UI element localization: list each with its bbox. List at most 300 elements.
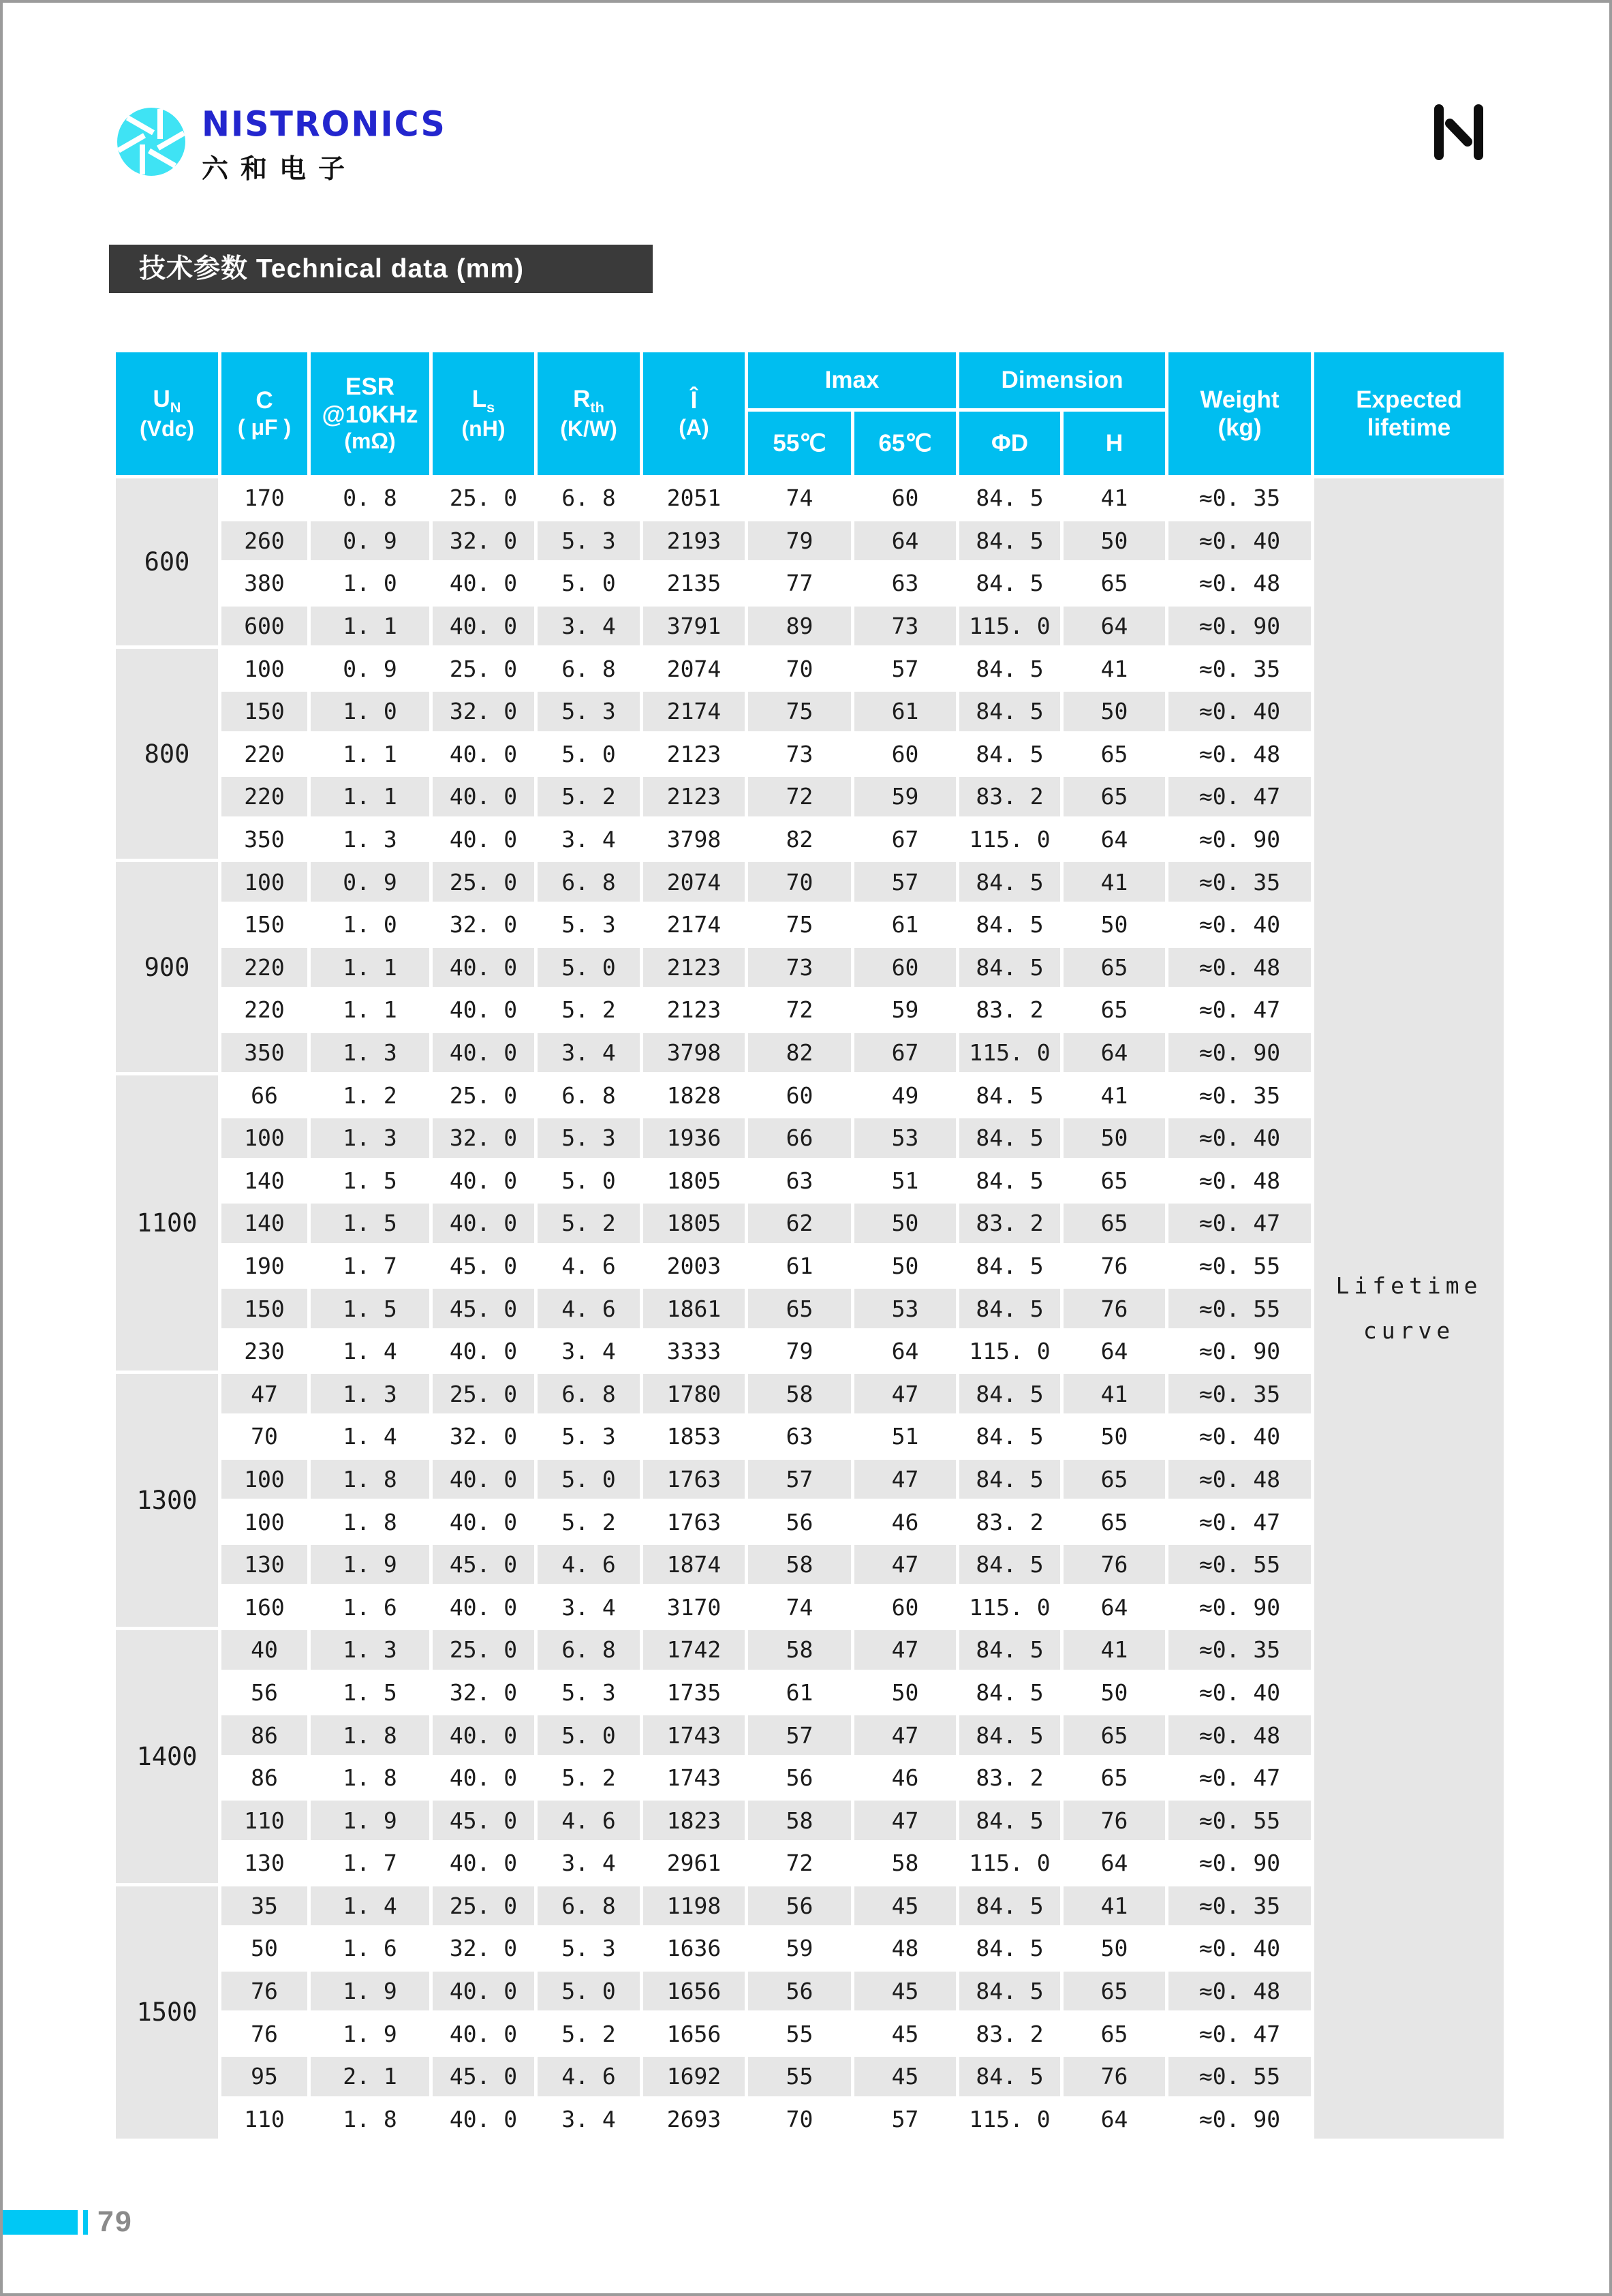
table-cell: 5. 2 bbox=[536, 1202, 642, 1245]
table-cell: 65 bbox=[1062, 989, 1167, 1032]
table-cell: 47 bbox=[853, 1373, 958, 1415]
table-cell: 45 bbox=[853, 2055, 958, 2098]
table-cell: 84. 5 bbox=[958, 1074, 1062, 1117]
table-cell: 4. 6 bbox=[536, 2055, 642, 2098]
brand-text-block bbox=[202, 106, 446, 186]
table-cell: 115. 0 bbox=[958, 818, 1062, 861]
table-cell: 89 bbox=[747, 604, 853, 647]
table-cell: ≈0. 40 bbox=[1167, 1116, 1313, 1159]
table-cell: 3. 4 bbox=[536, 1031, 642, 1074]
table-cell: 1198 bbox=[642, 1884, 747, 1927]
table-cell: 0. 9 bbox=[309, 861, 431, 904]
table-cell: 600 bbox=[220, 604, 309, 647]
table-cell: 1936 bbox=[642, 1116, 747, 1159]
table-cell: 1874 bbox=[642, 1543, 747, 1586]
table-cell: 59 bbox=[853, 776, 958, 818]
table-cell: ≈0. 55 bbox=[1167, 1244, 1313, 1287]
table-cell: 40. 0 bbox=[431, 776, 536, 818]
table-cell: 65 bbox=[1062, 1756, 1167, 1799]
table-cell: 73 bbox=[747, 946, 853, 989]
table-cell: 76 bbox=[220, 1970, 309, 2012]
table-cell: 40. 0 bbox=[431, 818, 536, 861]
col-header-rth: $R_{th}$ (K/W) bbox=[536, 351, 642, 477]
table-cell: 1861 bbox=[642, 1287, 747, 1330]
table-cell: ≈0. 48 bbox=[1167, 733, 1313, 776]
table-cell: 32. 0 bbox=[431, 1927, 536, 1970]
group-cell-un-900: 900 bbox=[114, 861, 220, 1074]
table-cell: 140 bbox=[220, 1159, 309, 1202]
table-cell: 1. 3 bbox=[309, 818, 431, 861]
table-cell: 40. 0 bbox=[431, 1202, 536, 1245]
table-cell: 60 bbox=[853, 477, 958, 520]
table-cell: 41 bbox=[1062, 647, 1167, 690]
table-cell: 84. 5 bbox=[958, 1458, 1062, 1501]
table-cell: 1656 bbox=[642, 2012, 747, 2055]
table-cell: 59 bbox=[747, 1927, 853, 1970]
table-cell: 2961 bbox=[642, 1842, 747, 1885]
col-header-esr: ESR @10KHz (mΩ) bbox=[309, 351, 431, 477]
table-cell: 64 bbox=[1062, 1330, 1167, 1373]
table-cell: ≈0. 47 bbox=[1167, 776, 1313, 818]
table-cell: 160 bbox=[220, 1586, 309, 1629]
table-cell: 3. 4 bbox=[536, 1330, 642, 1373]
table-cell: 3170 bbox=[642, 1586, 747, 1629]
table-cell: 5. 0 bbox=[536, 733, 642, 776]
table-cell: 1. 6 bbox=[309, 1586, 431, 1629]
table-cell: 45 bbox=[853, 1884, 958, 1927]
table-cell: 48 bbox=[853, 1927, 958, 1970]
table-cell: ≈0. 35 bbox=[1167, 477, 1313, 520]
group-cell-un-1400: 1400 bbox=[114, 1629, 220, 1885]
table-cell: ≈0. 48 bbox=[1167, 1970, 1313, 2012]
table-cell: 4. 6 bbox=[536, 1799, 642, 1842]
group-cell-un-600: 600 bbox=[114, 477, 220, 647]
col-header-dimension: Dimension bbox=[958, 351, 1167, 410]
table-cell: 50 bbox=[1062, 1927, 1167, 1970]
table-cell: 65 bbox=[1062, 562, 1167, 605]
table-cell: 1823 bbox=[642, 1799, 747, 1842]
table-cell: 1. 1 bbox=[309, 946, 431, 989]
table-cell: 83. 2 bbox=[958, 1756, 1062, 1799]
table-cell: 56 bbox=[747, 1970, 853, 2012]
table-cell: 40. 0 bbox=[431, 1756, 536, 1799]
table-cell: 100 bbox=[220, 647, 309, 690]
table-cell: 56 bbox=[747, 1501, 853, 1544]
table-cell: 220 bbox=[220, 776, 309, 818]
table-cell: 45. 0 bbox=[431, 1287, 536, 1330]
table-cell: 25. 0 bbox=[431, 861, 536, 904]
table-cell: 57 bbox=[747, 1458, 853, 1501]
table-cell: ≈0. 40 bbox=[1167, 1671, 1313, 1714]
table-cell: 41 bbox=[1062, 861, 1167, 904]
table-cell: 84. 5 bbox=[958, 519, 1062, 562]
table-cell: 40. 0 bbox=[431, 1714, 536, 1757]
table-cell: 1. 2 bbox=[309, 1074, 431, 1117]
table-cell: 5. 2 bbox=[536, 1501, 642, 1544]
table-cell: 1. 3 bbox=[309, 1629, 431, 1672]
table-cell: 64 bbox=[853, 519, 958, 562]
table-cell: 83. 2 bbox=[958, 1501, 1062, 1544]
table-cell: 2. 1 bbox=[309, 2055, 431, 2098]
table-cell: 47 bbox=[853, 1458, 958, 1501]
table-cell: 2051 bbox=[642, 477, 747, 520]
table-cell: 41 bbox=[1062, 1074, 1167, 1117]
table-cell: 59 bbox=[853, 989, 958, 1032]
table-cell: 79 bbox=[747, 1330, 853, 1373]
table-cell: 1. 8 bbox=[309, 1501, 431, 1544]
table-cell: 47 bbox=[853, 1629, 958, 1672]
table-cell: 0. 8 bbox=[309, 477, 431, 520]
table-cell: 70 bbox=[747, 861, 853, 904]
brand-chinese: 六和电子 bbox=[202, 155, 358, 184]
table-cell: ≈0. 48 bbox=[1167, 562, 1313, 605]
table-cell: 70 bbox=[220, 1415, 309, 1458]
table-cell: 1. 5 bbox=[309, 1202, 431, 1245]
table-cell: 3798 bbox=[642, 818, 747, 861]
table-row bbox=[114, 1543, 1506, 1586]
table-cell: 4. 6 bbox=[536, 1543, 642, 1586]
table-cell: 86 bbox=[220, 1714, 309, 1757]
table-cell: 5. 3 bbox=[536, 903, 642, 946]
table-cell: 1. 9 bbox=[309, 1543, 431, 1586]
table-cell: 84. 5 bbox=[958, 1671, 1062, 1714]
table-cell: 1. 0 bbox=[309, 690, 431, 733]
table-cell: 40. 0 bbox=[431, 1970, 536, 2012]
table-row bbox=[114, 1884, 1506, 1927]
table-cell: 3798 bbox=[642, 1031, 747, 1074]
col-header-h: H bbox=[1062, 410, 1167, 477]
table-cell: 5. 2 bbox=[536, 2012, 642, 2055]
table-cell: 46 bbox=[853, 1756, 958, 1799]
table-cell: ≈0. 35 bbox=[1167, 1884, 1313, 1927]
table-cell: ≈0. 90 bbox=[1167, 1842, 1313, 1885]
table-cell: 56 bbox=[220, 1671, 309, 1714]
table-cell: 47 bbox=[853, 1799, 958, 1842]
table-cell: 41 bbox=[1062, 1373, 1167, 1415]
brand-name: NISTRONICS bbox=[202, 104, 446, 145]
table-cell: 84. 5 bbox=[958, 733, 1062, 776]
table-cell: 1. 7 bbox=[309, 1244, 431, 1287]
table-row bbox=[114, 776, 1506, 818]
table-cell: 84. 5 bbox=[958, 647, 1062, 690]
table-cell: 350 bbox=[220, 818, 309, 861]
table-cell: 83. 2 bbox=[958, 776, 1062, 818]
table-cell: 84. 5 bbox=[958, 1927, 1062, 1970]
table-cell: 63 bbox=[747, 1159, 853, 1202]
table-cell: 2123 bbox=[642, 989, 747, 1032]
table-cell: 84. 5 bbox=[958, 1629, 1062, 1672]
table-cell: 1. 4 bbox=[309, 1330, 431, 1373]
table-cell: 5. 0 bbox=[536, 1458, 642, 1501]
table-cell: 63 bbox=[853, 562, 958, 605]
table-cell: 40. 0 bbox=[431, 1842, 536, 1885]
table-cell: 220 bbox=[220, 733, 309, 776]
table-row bbox=[114, 1629, 1506, 1672]
table-cell: ≈0. 40 bbox=[1167, 519, 1313, 562]
table-row bbox=[114, 1074, 1506, 1117]
table-cell: 1735 bbox=[642, 1671, 747, 1714]
table-cell: 100 bbox=[220, 1501, 309, 1544]
table-cell: 66 bbox=[747, 1116, 853, 1159]
table-cell: 46 bbox=[853, 1501, 958, 1544]
table-cell: 60 bbox=[853, 946, 958, 989]
table-cell: 72 bbox=[747, 1842, 853, 1885]
table-cell: 45. 0 bbox=[431, 1244, 536, 1287]
table-cell: 35 bbox=[220, 1884, 309, 1927]
table-cell: 50 bbox=[220, 1927, 309, 1970]
table-cell: 5. 0 bbox=[536, 946, 642, 989]
table-cell: 2174 bbox=[642, 690, 747, 733]
table-cell: 32. 0 bbox=[431, 1671, 536, 1714]
table-cell: 140 bbox=[220, 1202, 309, 1245]
table-cell: 1743 bbox=[642, 1756, 747, 1799]
group-cell-un-800: 800 bbox=[114, 647, 220, 861]
table-cell: 83. 2 bbox=[958, 1202, 1062, 1245]
table-row bbox=[114, 1842, 1506, 1885]
page-number: 79 bbox=[97, 2205, 133, 2238]
table-cell: 84. 5 bbox=[958, 1799, 1062, 1842]
table-cell: 1. 3 bbox=[309, 1031, 431, 1074]
table-cell: 115. 0 bbox=[958, 604, 1062, 647]
table-cell: 6. 8 bbox=[536, 1373, 642, 1415]
table-cell: 50 bbox=[853, 1244, 958, 1287]
table-cell: 58 bbox=[747, 1543, 853, 1586]
table-cell: ≈0. 47 bbox=[1167, 1202, 1313, 1245]
table-cell: 72 bbox=[747, 989, 853, 1032]
table-cell: 1743 bbox=[642, 1714, 747, 1757]
table-row bbox=[114, 1244, 1506, 1287]
table-cell: 1763 bbox=[642, 1501, 747, 1544]
table-cell: ≈0. 48 bbox=[1167, 1159, 1313, 1202]
table-cell: 58 bbox=[747, 1799, 853, 1842]
table-cell: 84. 5 bbox=[958, 2055, 1062, 2098]
table-cell: 25. 0 bbox=[431, 1884, 536, 1927]
table-cell: 45. 0 bbox=[431, 2055, 536, 2098]
table-cell: 150 bbox=[220, 1287, 309, 1330]
table-cell: 32. 0 bbox=[431, 519, 536, 562]
table-row bbox=[114, 1970, 1506, 2012]
table-cell: 2693 bbox=[642, 2098, 747, 2141]
table-cell: 58 bbox=[747, 1629, 853, 1672]
table-cell: 57 bbox=[853, 647, 958, 690]
col-header-weight: Weight (kg) bbox=[1167, 351, 1313, 477]
table-cell: ≈0. 35 bbox=[1167, 861, 1313, 904]
table-cell: 50 bbox=[853, 1671, 958, 1714]
table-cell: 50 bbox=[1062, 1671, 1167, 1714]
table-cell: 64 bbox=[1062, 818, 1167, 861]
table-cell: 41 bbox=[1062, 477, 1167, 520]
table-cell: 50 bbox=[1062, 519, 1167, 562]
table-row bbox=[114, 690, 1506, 733]
table-cell: ≈0. 40 bbox=[1167, 903, 1313, 946]
table-row bbox=[114, 818, 1506, 861]
table-cell: 64 bbox=[1062, 1586, 1167, 1629]
table-cell: 53 bbox=[853, 1116, 958, 1159]
table-cell: 45 bbox=[853, 2012, 958, 2055]
table-row bbox=[114, 1501, 1506, 1544]
table-cell: ≈0. 40 bbox=[1167, 1415, 1313, 1458]
table-body bbox=[114, 477, 1506, 2141]
table-cell: 84. 5 bbox=[958, 1287, 1062, 1330]
table-cell: 50 bbox=[1062, 1116, 1167, 1159]
table-cell: 56 bbox=[747, 1884, 853, 1927]
table-cell: 47 bbox=[220, 1373, 309, 1415]
table-cell: 0. 9 bbox=[309, 647, 431, 690]
table-cell: 58 bbox=[853, 1842, 958, 1885]
table-cell: 40. 0 bbox=[431, 604, 536, 647]
table-cell: 260 bbox=[220, 519, 309, 562]
table-cell: 5. 0 bbox=[536, 1714, 642, 1757]
table-cell: 64 bbox=[1062, 1842, 1167, 1885]
table-cell: ≈0. 90 bbox=[1167, 2098, 1313, 2141]
table-cell: 150 bbox=[220, 690, 309, 733]
table-cell: 380 bbox=[220, 562, 309, 605]
table-cell: 2074 bbox=[642, 861, 747, 904]
table-cell: 84. 5 bbox=[958, 1415, 1062, 1458]
table-cell: 76 bbox=[1062, 1287, 1167, 1330]
table-row bbox=[114, 1116, 1506, 1159]
table-cell: 57 bbox=[853, 2098, 958, 2141]
table-cell: 84. 5 bbox=[958, 1244, 1062, 1287]
table-cell: 3. 4 bbox=[536, 2098, 642, 2141]
table-cell: 220 bbox=[220, 946, 309, 989]
table-cell: 40. 0 bbox=[431, 946, 536, 989]
table-cell: 76 bbox=[220, 2012, 309, 2055]
table-cell: ≈0. 55 bbox=[1167, 1287, 1313, 1330]
table-row bbox=[114, 989, 1506, 1032]
table-cell: 32. 0 bbox=[431, 1116, 536, 1159]
table-cell: ≈0. 47 bbox=[1167, 1756, 1313, 1799]
table-cell: 40. 0 bbox=[431, 1586, 536, 1629]
table-cell: 1. 0 bbox=[309, 903, 431, 946]
table-cell: 5. 2 bbox=[536, 776, 642, 818]
table-cell: 83. 2 bbox=[958, 989, 1062, 1032]
table-cell: 1. 8 bbox=[309, 1714, 431, 1757]
table-cell: ≈0. 48 bbox=[1167, 1714, 1313, 1757]
table-cell: 40. 0 bbox=[431, 1501, 536, 1544]
table-cell: 60 bbox=[747, 1074, 853, 1117]
table-cell: 40. 0 bbox=[431, 733, 536, 776]
table-cell: 2003 bbox=[642, 1244, 747, 1287]
table-cell: 63 bbox=[747, 1415, 853, 1458]
table-cell: 230 bbox=[220, 1330, 309, 1373]
table-cell: 84. 5 bbox=[958, 1970, 1062, 2012]
table-cell: 6. 8 bbox=[536, 1074, 642, 1117]
table-cell: 1. 7 bbox=[309, 1842, 431, 1885]
table-cell: 84. 5 bbox=[958, 1116, 1062, 1159]
table-cell: 75 bbox=[747, 903, 853, 946]
table-cell: ≈0. 35 bbox=[1167, 1373, 1313, 1415]
table-cell: 25. 0 bbox=[431, 1074, 536, 1117]
table-cell: 50 bbox=[1062, 1415, 1167, 1458]
table-cell: 5. 3 bbox=[536, 1415, 642, 1458]
table-cell: 1692 bbox=[642, 2055, 747, 2098]
table-cell: 6. 8 bbox=[536, 647, 642, 690]
group-cell-un-1500: 1500 bbox=[114, 1884, 220, 2141]
col-header-phi-d: ΦD bbox=[958, 410, 1062, 477]
table-row bbox=[114, 604, 1506, 647]
table-row bbox=[114, 1202, 1506, 1245]
table-cell: ≈0. 35 bbox=[1167, 647, 1313, 690]
table-cell: 3. 4 bbox=[536, 818, 642, 861]
table-cell: ≈0. 48 bbox=[1167, 946, 1313, 989]
table-cell: 5. 2 bbox=[536, 1756, 642, 1799]
table-cell: 1. 9 bbox=[309, 1970, 431, 2012]
table-cell: 67 bbox=[853, 818, 958, 861]
table-cell: ≈0. 35 bbox=[1167, 1074, 1313, 1117]
table-cell: 1656 bbox=[642, 1970, 747, 2012]
col-header-imax-65: 65℃ bbox=[853, 410, 958, 477]
table-cell: 130 bbox=[220, 1842, 309, 1885]
table-cell: 2174 bbox=[642, 903, 747, 946]
table-cell: 1742 bbox=[642, 1629, 747, 1672]
table-cell: 6. 8 bbox=[536, 1884, 642, 1927]
table-cell: 75 bbox=[747, 690, 853, 733]
table-cell: 64 bbox=[1062, 1031, 1167, 1074]
col-header-ihat: Î (A) bbox=[642, 351, 747, 477]
table-cell: 84. 5 bbox=[958, 1714, 1062, 1757]
table-cell: 40. 0 bbox=[431, 1330, 536, 1373]
table-cell: 61 bbox=[853, 690, 958, 733]
table-cell: 110 bbox=[220, 2098, 309, 2141]
table-cell: 40. 0 bbox=[431, 1159, 536, 1202]
table-row bbox=[114, 1586, 1506, 1629]
table-cell: 2074 bbox=[642, 647, 747, 690]
table-cell: 84. 5 bbox=[958, 1373, 1062, 1415]
table-cell: 49 bbox=[853, 1074, 958, 1117]
table-cell: 50 bbox=[853, 1202, 958, 1245]
table-cell: 115. 0 bbox=[958, 1842, 1062, 1885]
table-cell: 41 bbox=[1062, 1884, 1167, 1927]
col-header-imax-55: 55℃ bbox=[747, 410, 853, 477]
table-cell: ≈0. 55 bbox=[1167, 1543, 1313, 1586]
table-cell: 2123 bbox=[642, 733, 747, 776]
table-cell: 5. 3 bbox=[536, 1116, 642, 1159]
table-cell: 0. 9 bbox=[309, 519, 431, 562]
table-cell: 170 bbox=[220, 477, 309, 520]
table-cell: 1. 8 bbox=[309, 1756, 431, 1799]
table-cell: 73 bbox=[747, 733, 853, 776]
table-cell: ≈0. 55 bbox=[1167, 2055, 1313, 2098]
table-cell: 74 bbox=[747, 477, 853, 520]
table-cell: 83. 2 bbox=[958, 2012, 1062, 2055]
table-cell: 40. 0 bbox=[431, 562, 536, 605]
table-cell: 1636 bbox=[642, 1927, 747, 1970]
col-header-imax: Imax bbox=[747, 351, 958, 410]
table-cell: 64 bbox=[853, 1330, 958, 1373]
table-cell: 51 bbox=[853, 1415, 958, 1458]
table-cell: 40. 0 bbox=[431, 989, 536, 1032]
table-cell: 3791 bbox=[642, 604, 747, 647]
table-row bbox=[114, 903, 1506, 946]
table-cell: 84. 5 bbox=[958, 690, 1062, 733]
table-cell: 84. 5 bbox=[958, 946, 1062, 989]
table-cell: 1828 bbox=[642, 1074, 747, 1117]
technical-data-table bbox=[112, 349, 1507, 2142]
table-cell: 61 bbox=[747, 1671, 853, 1714]
table-cell: 61 bbox=[747, 1244, 853, 1287]
table-cell: 65 bbox=[1062, 2012, 1167, 2055]
table-cell: 220 bbox=[220, 989, 309, 1032]
table-cell: 3. 4 bbox=[536, 604, 642, 647]
table-cell: 65 bbox=[1062, 946, 1167, 989]
table-cell: 50 bbox=[1062, 690, 1167, 733]
table-cell: 25. 0 bbox=[431, 477, 536, 520]
table-cell: ≈0. 90 bbox=[1167, 818, 1313, 861]
table-cell: 60 bbox=[853, 1586, 958, 1629]
table-row bbox=[114, 1031, 1506, 1074]
table-cell: 4. 6 bbox=[536, 1287, 642, 1330]
